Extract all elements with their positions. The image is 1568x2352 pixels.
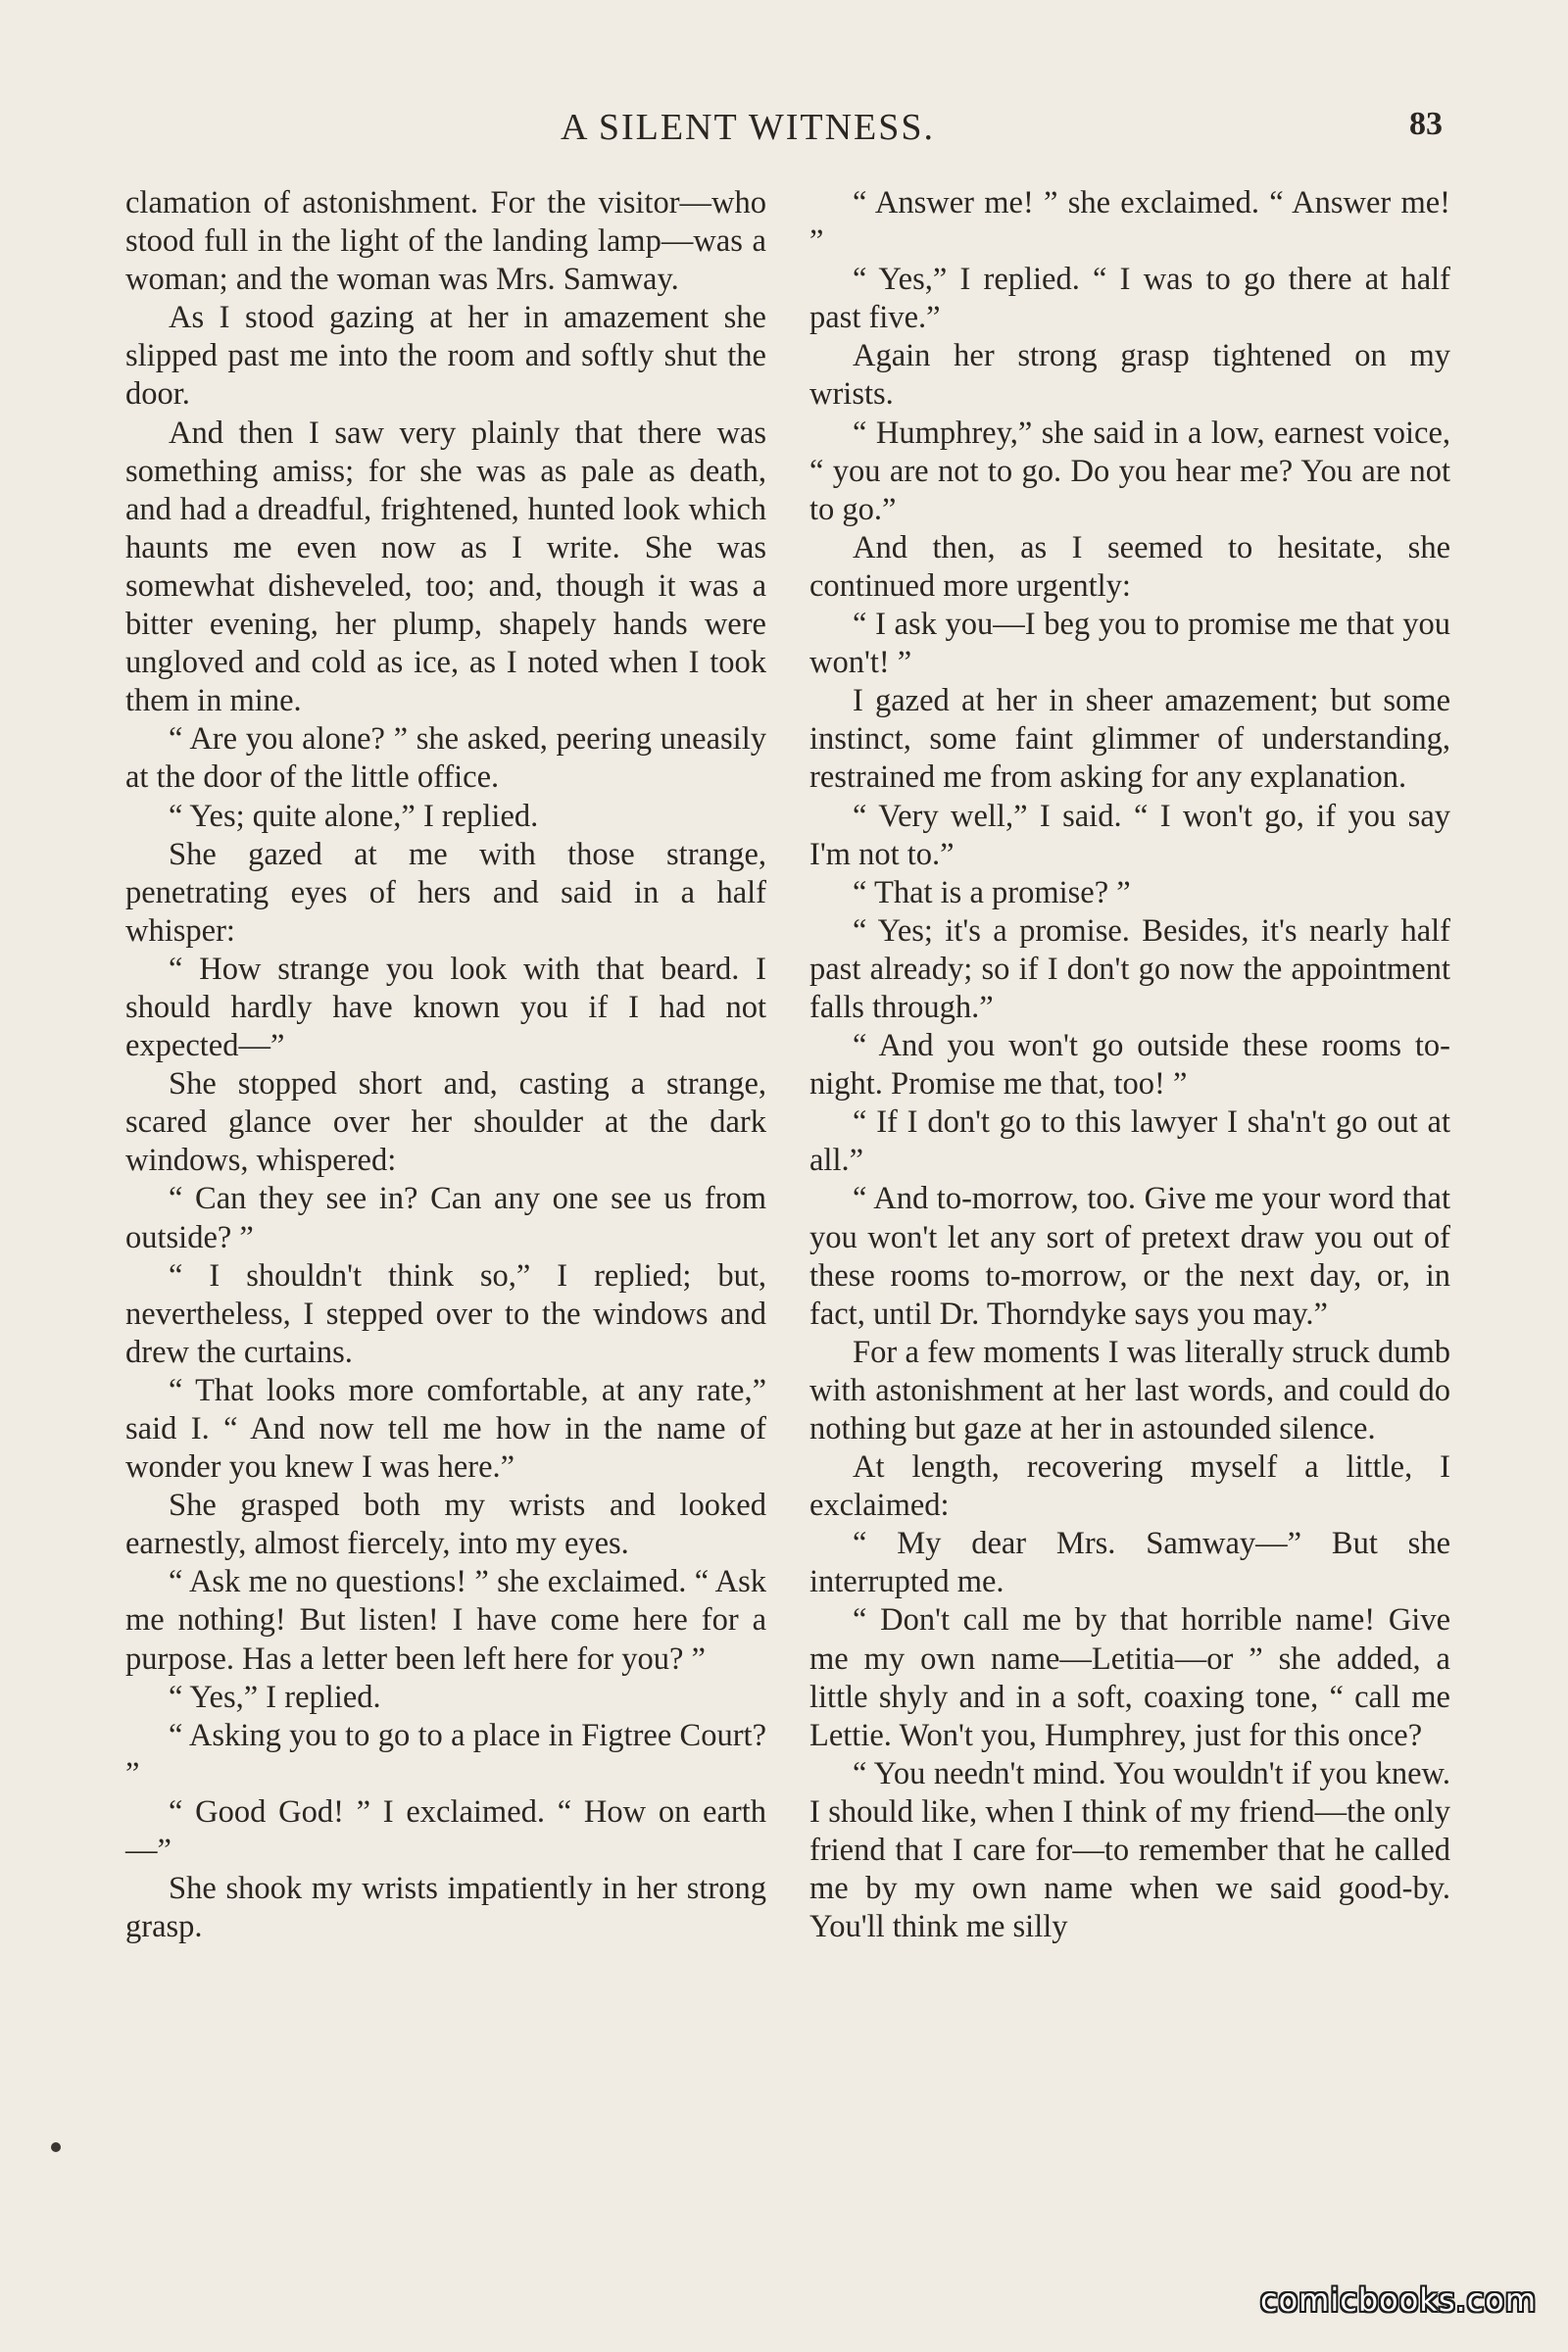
page-number: 83 — [1409, 106, 1443, 142]
paragraph: “ Yes,” I replied. “ I was to go there at half past five.” — [809, 262, 1450, 336]
ink-speck — [51, 2142, 61, 2152]
paragraph: “ Answer me! ” she exclaimed. “ Answer me! ” — [809, 185, 1450, 260]
page-header — [0, 106, 1568, 155]
paragraph: And then, as I seemed to hesitate, she continued more urgently: — [809, 529, 1450, 604]
paragraph: As I stood gazing at her in amazement she slipped past me into the room and softly shut the door. — [125, 300, 766, 413]
paragraph: clamation of astonishment. For the visitor—who stood full in the light of the landing lamp—was a woman; and the woman was Mrs. Samway. — [125, 185, 766, 298]
paragraph: “ That looks more comfortable, at any rate,” said I. “ And now tell me how in the name of wonder you knew I was here.” — [125, 1372, 766, 1486]
paragraph: Again her strong grasp tightened on my wrists. — [809, 338, 1450, 413]
paragraph: “ I shouldn't think so,” I replied; but, nevertheless, I stepped over to the windows and drew the curtains. — [125, 1257, 766, 1370]
right-column — [809, 184, 1450, 1946]
paragraph: She shook my wrists impatiently in her strong grasp. — [125, 1871, 766, 1945]
paragraph: At length, recovering myself a little, I exclaimed: — [809, 1449, 1450, 1524]
paragraph: “ You needn't mind. You wouldn't if you knew. I should like, when I think of my friend—the only friend that I care for—to remember that he called me by my own name when we said good-by. You'll think me silly — [809, 1755, 1450, 1945]
paragraph: She grasped both my wrists and looked earnestly, almost fiercely, into my eyes. — [125, 1488, 766, 1562]
paragraph: “ And to-morrow, too. Give me your word that you won't let any sort of pretext draw you out of these rooms to-morrow, or the next day, or, in fact, until Dr. Thorndyke says you may.” — [809, 1181, 1450, 1332]
paragraph: And then I saw very plainly that there was something amiss; for she was as pale as death, and had a dreadful, frightened, hunted look which haunts me even now as I write. She was somewhat disheveled, too; and, though it was a bitter evening, her plump, shapely hands were ungloved and cold as ice, as I noted when I took them in mine. — [125, 415, 766, 719]
paragraph: “ Yes,” I replied. — [169, 1679, 381, 1715]
paragraph: “ Humphrey,” she said in a low, earnest voice, “ you are not to go. Do you hear me? You are not to go.” — [809, 415, 1450, 527]
paragraph: “ Yes; it's a promise. Besides, it's nearly half past already; so if I don't go now the appointment falls through.” — [809, 912, 1450, 1025]
paragraph: “ Very well,” I said. “ I won't go, if you say I'm not to.” — [809, 798, 1450, 872]
paragraph: “ Yes; quite alone,” I replied. — [169, 798, 539, 834]
site-watermark: comicbooks.com — [1259, 2281, 1537, 2319]
left-column — [125, 184, 766, 1946]
paragraph: “ And you won't go outside these rooms to-night. Promise me that, too! ” — [809, 1028, 1450, 1102]
paragraph: “ That is a promise? ” — [853, 874, 1131, 910]
paragraph: For a few moments I was literally struck dumb with astonishment at her last words, and could do nothing but gaze at her in astounded silence. — [809, 1334, 1450, 1446]
paragraph: “ How strange you look with that beard. I should hardly have known you if I had not expected—” — [125, 951, 766, 1064]
paragraph: “ Can they see in? Can any one see us from outside? ” — [125, 1181, 766, 1255]
paragraph: “ Don't call me by that horrible name! Give me my own name—Letitia—or ” she added, a little shyly and in a soft, coaxing tone, “ call me Lettie. Won't you, Humphrey, just for this once? — [809, 1602, 1450, 1753]
paragraph: She gazed at me with those strange, penetrating eyes of hers and said in a half whisper: — [125, 836, 766, 949]
paragraph: She stopped short and, casting a strange, scared glance over her shoulder at the dark windows, whispered: — [125, 1066, 766, 1179]
paragraph: “ Asking you to go to a place in Figtree Court? ” — [125, 1717, 766, 1791]
paragraph: “ My dear Mrs. Samway—” But she interrupted me. — [809, 1526, 1450, 1600]
paragraph: “ Ask me no questions! ” she exclaimed. “ Ask me nothing! But listen! I have come here for a purpose. Has a letter been left here for you? ” — [125, 1564, 766, 1677]
paragraph: “ Are you alone? ” she asked, peering uneasily at the door of the little office. — [125, 721, 766, 796]
paragraph: “ If I don't go to this lawyer I sha'n't go out at all.” — [809, 1104, 1450, 1179]
running-title: A SILENT WITNESS. — [561, 107, 935, 148]
paragraph: “ Good God! ” I exclaimed. “ How on earth—” — [125, 1793, 766, 1869]
paragraph: I gazed at her in sheer amazement; but some instinct, some faint glimmer of understanding, restrained me from asking for any explanation. — [809, 683, 1450, 796]
paragraph: “ I ask you—I beg you to promise me that you won't! ” — [809, 607, 1450, 681]
